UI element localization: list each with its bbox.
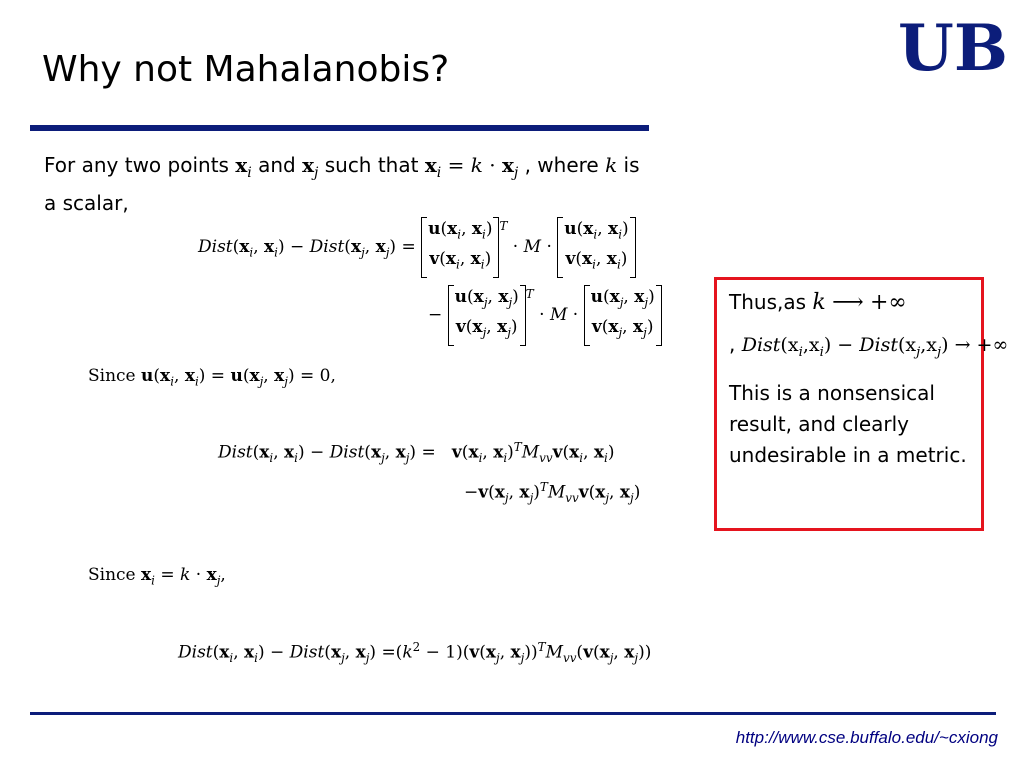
- intro-part4: , where: [518, 153, 606, 177]
- intro-line2: a scalar,: [44, 191, 129, 215]
- footer-rule: [30, 712, 996, 715]
- math-xj: $x_j$: [302, 153, 319, 181]
- callout-condition: Thus,as k ⟶ +∞: [729, 290, 907, 315]
- since-x-scaled: Since $x_i = k \cdot x_j$,: [88, 565, 226, 588]
- math-condition: $x_i = k \cdot x_j$: [424, 153, 519, 181]
- callout-result: , $Dist(x_i,x_i)$ − $Dist(x_j,x_j)$ → +∞: [729, 332, 1009, 360]
- equation-1-line-1: $Dist(x_i$, $x_i$) − $Dist(x_j$, $x_j) = u(x_i$, $x_i$) $v(x_i$, $x_i)^T \cdot M \cdot u(x_i$, $x_i$) $v(x_i$, $x_i$): [198, 217, 636, 278]
- equation-1-line-2: − $u(x_j$, $x_j$) $v(x_j$, $x_j)^T \cdot M \cdot u(x_j$, $x_j$) $v(x_j$, $x_j$): [428, 285, 662, 346]
- matrix-uv-xj-2: $u(x_j$, $x_j$) $v(x_j$, $x_j$): [584, 285, 662, 346]
- footer-url-link[interactable]: http://www.cse.buffalo.edu/~cxiong: [735, 728, 998, 747]
- intro-part3: such that: [318, 153, 425, 177]
- title-underline: [30, 125, 649, 131]
- intro-part5: is: [617, 153, 640, 177]
- equation-2-line-1: $Dist(x_i$, $x_i$) − $Dist(x_j$, $x_j) = v(x_i$, $x_i)^TM_{vv}v(x_i$, $x_i$): [218, 440, 615, 466]
- equation-3: $Dist(x_i$, $x_i$) − $Dist(x_j$, $x_j) =(k^2 - 1)(v(x_j$, $x_j))^TM_{vv}(v(x_j$, $x_j$)): [178, 640, 652, 666]
- math-xi: $x_i$: [235, 153, 252, 181]
- slide-title: Why not Mahalanobis?: [42, 49, 450, 90]
- matrix-uv-xi: $u(x_i$, $x_i$) $v(x_i$, $x_i$): [421, 217, 499, 278]
- matrix-uv-xi-2: $u(x_i$, $x_i$) $v(x_i$, $x_i$): [557, 217, 635, 278]
- intro-part1: For any two points: [44, 153, 236, 177]
- math-k: k: [605, 153, 618, 177]
- matrix-uv-xj: $u(x_j$, $x_j$) $v(x_j$, $x_j$): [448, 285, 526, 346]
- callout-body: This is a nonsensical result, and clearly undesirable in a metric.: [729, 381, 967, 467]
- intro-part2: and: [251, 153, 303, 177]
- since-u-zero: Since $u(x_i$, $x_i) = u(x_j$, $x_j) = 0$,: [88, 366, 336, 389]
- equation-2-line-2: $-v(x_j$, $x_j)^TM_{vv}v(x_j$, $x_j$): [464, 480, 641, 506]
- university-logo: [892, 14, 1014, 82]
- intro-text: [44, 150, 784, 218]
- logo-text: UB: [898, 14, 1008, 82]
- conclusion-callout: [714, 277, 1009, 531]
